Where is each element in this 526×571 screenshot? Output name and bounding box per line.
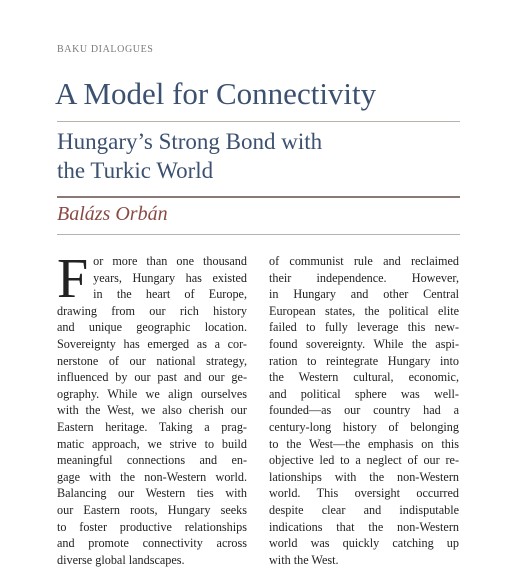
subtitle-line: the Turkic World	[57, 158, 214, 183]
text-line: or more than one thousand	[93, 254, 247, 268]
journal-name: BAKU DIALOGUES	[57, 44, 154, 55]
text-line: world. This oversight occurred	[269, 486, 459, 501]
text-line: to the West—the emphasis on this	[269, 436, 459, 451]
text-line: to foster productive relationships	[57, 519, 247, 534]
text-line: lationships with the non-Western	[269, 469, 459, 484]
text-line: objective led to a neglect of our re-	[269, 453, 459, 468]
text-line: Sovereignty has emerged as a cor-	[57, 336, 247, 351]
text-line: matic approach, we strive to build	[57, 436, 247, 451]
text-line: the Western cultural, economic,	[269, 370, 459, 385]
text-line: European states, the political elite	[269, 303, 459, 318]
text-line: gage with the non-Western world.	[57, 469, 247, 484]
text-line: failed to fully leverage this new-	[269, 320, 459, 335]
text-line: and promote connectivity across	[57, 536, 247, 551]
text-line: years, Hungary has existed	[93, 270, 247, 285]
text-line: indications that the non-Western	[269, 519, 459, 534]
right-lines	[269, 253, 459, 568]
text-line: of communist rule and reclaimed	[269, 254, 459, 268]
text-line: Eastern heritage. Taking a prag-	[57, 419, 247, 434]
text-line: and political sphere was well-	[269, 386, 459, 401]
author-name: Balázs Orbán	[57, 203, 168, 225]
text-line: ography. While we align ourselves	[57, 386, 247, 401]
text-line: nerstone of our national strategy,	[57, 353, 247, 368]
author-divider	[57, 234, 460, 235]
text-line: century-long history of belonging	[269, 419, 459, 434]
text-line: Balancing our Western ties with	[57, 486, 247, 501]
text-line: with the West.	[269, 552, 339, 567]
text-line: and unique geographic location.	[57, 320, 247, 335]
text-line: in the heart of Europe,	[93, 287, 247, 302]
text-line: found sovereignty. While the aspi-	[269, 336, 459, 351]
left-lines	[57, 303, 247, 569]
text-line: meaningful connections and en-	[57, 453, 247, 468]
text-line: founded—as our country had a	[269, 403, 459, 418]
text-line: their independence. However,	[269, 270, 459, 285]
drop-cap: F	[57, 248, 89, 310]
title-divider	[57, 121, 460, 122]
text-line: our Eastern roots, Hungary seeks	[57, 502, 247, 517]
subtitle-divider	[57, 196, 460, 198]
text-line: in Hungary and other Central	[269, 287, 459, 302]
text-line: ration to reintegrate Hungary into	[269, 353, 459, 368]
text-line: despite clear and indisputable	[269, 502, 459, 517]
article-title: A Model for Connectivity	[55, 76, 377, 111]
right-column	[269, 253, 459, 568]
text-line: world was quickly catching up	[269, 536, 459, 551]
article-subtitle	[57, 127, 322, 185]
left-column	[57, 248, 247, 568]
text-line: drawing from our rich history	[57, 303, 247, 318]
text-line: influenced by our past and our ge-	[57, 370, 247, 385]
subtitle-line: Hungary’s Strong Bond with	[57, 129, 323, 154]
text-line: with the West, we also cherish our	[57, 403, 247, 418]
text-line: diverse global landscapes.	[57, 552, 185, 567]
